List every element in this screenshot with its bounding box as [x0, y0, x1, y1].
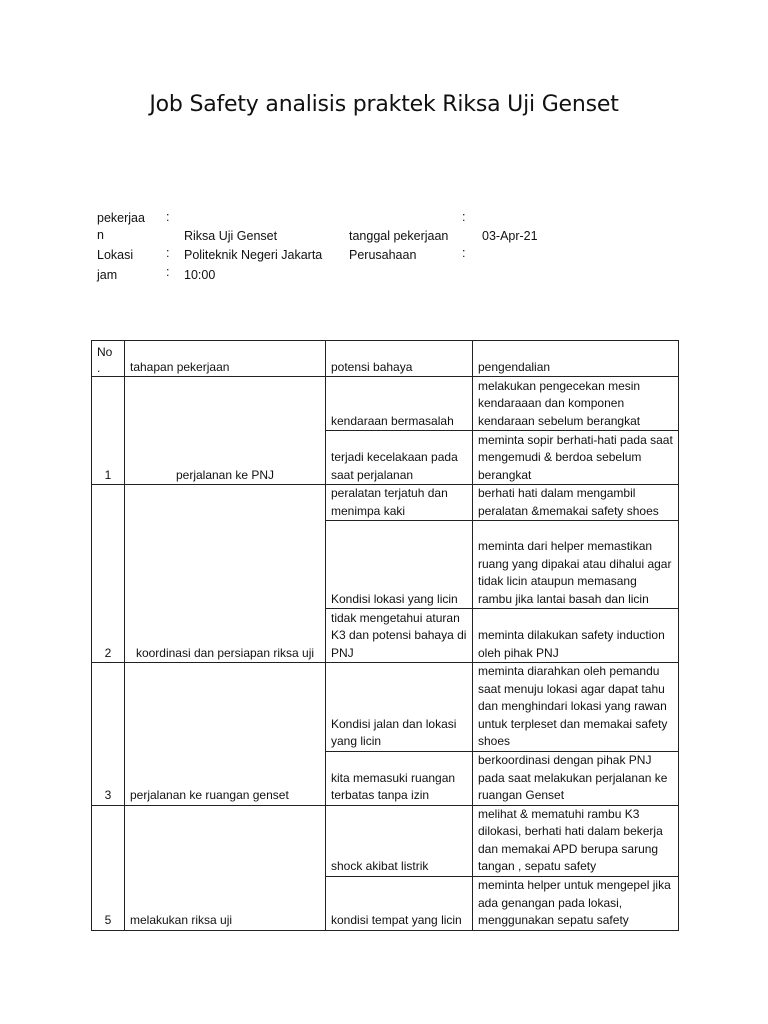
- tahapan-cell: melakukan riksa uji: [125, 805, 326, 930]
- pekerjaan-value: Riksa Uji Genset: [184, 229, 278, 243]
- tanggal-label: tanggal pekerjaan: [349, 229, 449, 243]
- potensi-cell: kendaraan bermasalah: [326, 377, 473, 431]
- jam-colon: :: [166, 265, 170, 279]
- pekerjaan-label-line2: n: [97, 228, 104, 242]
- row-number: 3: [92, 663, 125, 806]
- table-header-row: [92, 341, 679, 377]
- potensi-cell: kondisi tempat yang licin: [326, 876, 473, 930]
- pengendalian-cell: berkoordinasi dengan pihak PNJ pada saat melakukan perjalanan ke ruangan Genset: [473, 751, 679, 805]
- tahapan-cell: perjalanan ke PNJ: [125, 377, 326, 485]
- pengendalian-cell: berhati hati dalam mengambil peralatan &memakai safety shoes: [473, 485, 679, 521]
- perusahaan-label: Perusahaan: [349, 248, 417, 262]
- pengendalian-cell: meminta helper untuk mengepel jika ada genangan pada lokasi, menggunakan sepatu safety: [473, 876, 679, 930]
- perusahaan-colon: :: [462, 246, 466, 260]
- table-row: [92, 377, 679, 431]
- row-number: 5: [92, 805, 125, 930]
- pengendalian-cell: meminta sopir berhati-hati pada saat mengemudi & berdoa sebelum berangkat: [473, 431, 679, 485]
- header-potensi: potensi bahaya: [326, 341, 473, 377]
- jsa-table: [91, 340, 679, 931]
- tanggal-colon: :: [462, 210, 466, 224]
- pekerjaan-label-line1: pekerjaa: [97, 211, 145, 225]
- pengendalian-cell: melakukan pengecekan mesin kendaraaan dan komponen kendaraan sebelum berangkat: [473, 377, 679, 431]
- jam-label: jam: [97, 268, 118, 282]
- lokasi-value: Politeknik Negeri Jakarta: [184, 248, 323, 262]
- header-pengendalian: pengendalian: [473, 341, 679, 377]
- row-number: 2: [92, 485, 125, 663]
- tahapan-cell: koordinasi dan persiapan riksa uji: [125, 485, 326, 663]
- pengendalian-cell: meminta diarahkan oleh pemandu saat menuju lokasi agar dapat tahu dan menghindari lokasi yang rawan untuk terpleset dan memakai safety shoes: [473, 663, 679, 752]
- tahapan-cell: perjalanan ke ruangan genset: [125, 663, 326, 806]
- potensi-cell: terjadi kecelakaan pada saat perjalanan: [326, 431, 473, 485]
- row-number: 1: [92, 377, 125, 485]
- table-row: [92, 663, 679, 752]
- table-row: [92, 805, 679, 876]
- pengendalian-cell: meminta dilakukan safety induction oleh pihak PNJ: [473, 609, 679, 663]
- potensi-cell: shock akibat listrik: [326, 805, 473, 876]
- potensi-cell: peralatan terjatuh dan menimpa kaki: [326, 485, 473, 521]
- pengendalian-cell: meminta dari helper memastikan ruang yang dipakai atau dihalui agar tidak licin ataupun memasang rambu jika lantai basah dan licin: [473, 521, 679, 609]
- pengendalian-cell: melihat & mematuhi rambu K3 dilokasi, berhati hati dalam bekerja dan memakai APD berupa sarung tangan , sepatu safety: [473, 805, 679, 876]
- pekerjaan-colon: :: [166, 210, 170, 224]
- header-tahapan: tahapan pekerjaan: [125, 341, 326, 377]
- jam-value: 10:00: [184, 268, 216, 282]
- tanggal-value: 03-Apr-21: [482, 229, 538, 243]
- potensi-cell: Kondisi lokasi yang licin: [326, 521, 473, 609]
- lokasi-label: Lokasi: [97, 248, 134, 262]
- header-no: No .: [92, 341, 125, 377]
- document-title: Job Safety analisis praktek Riksa Uji Genset: [149, 92, 619, 117]
- table-row: [92, 485, 679, 521]
- lokasi-colon: :: [166, 246, 170, 260]
- potensi-cell: tidak mengetahui aturan K3 dan potensi bahaya di PNJ: [326, 609, 473, 663]
- potensi-cell: kita memasuki ruangan terbatas tanpa izin: [326, 751, 473, 805]
- potensi-cell: Kondisi jalan dan lokasi yang licin: [326, 663, 473, 752]
